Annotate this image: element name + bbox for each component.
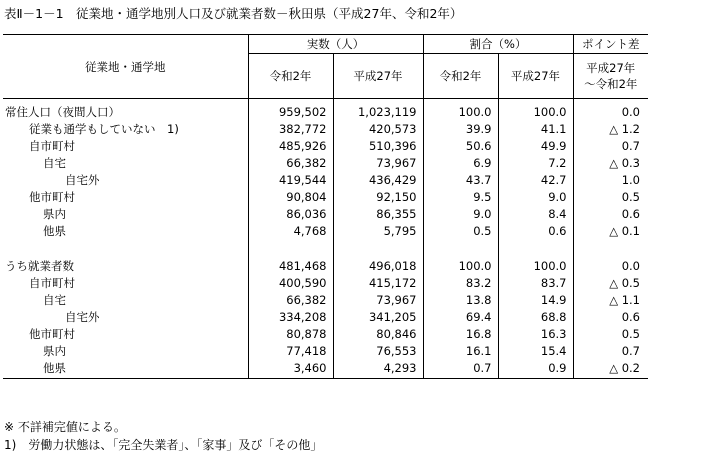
pct-r2: 9.0 bbox=[423, 205, 498, 222]
point-diff: 0.7 bbox=[573, 137, 648, 154]
point-diff: 0.5 bbox=[573, 325, 648, 342]
row-label: うち就業者数 bbox=[5, 258, 74, 273]
row-label: 自市町村 bbox=[29, 275, 75, 290]
row-label: 他市町村 bbox=[29, 189, 75, 204]
wariai-header: 割合（%） bbox=[423, 35, 573, 54]
pct-r2: 9.5 bbox=[423, 188, 498, 205]
row-label: 他県 bbox=[3, 359, 248, 379]
pct-h27: 83.7 bbox=[498, 274, 573, 291]
value-h27: 436,429 bbox=[333, 171, 423, 188]
pct-r2: 0.5 bbox=[423, 222, 498, 239]
row-label-header: 従業地・通学地 bbox=[3, 35, 248, 99]
row-label: 県内 bbox=[43, 343, 66, 358]
value-r2: 77,418 bbox=[248, 342, 333, 359]
row-label: 他県 bbox=[43, 223, 66, 238]
value-r2: 481,468 bbox=[248, 257, 333, 274]
value-h27: 496,018 bbox=[333, 257, 423, 274]
point-diff: △ 0.5 bbox=[573, 274, 648, 291]
pct-h27: 41.1 bbox=[498, 120, 573, 137]
pct-h27: 14.9 bbox=[498, 291, 573, 308]
table-row bbox=[3, 325, 648, 342]
diff-period-header bbox=[573, 54, 648, 99]
point-diff: 1.0 bbox=[573, 171, 648, 188]
pct-h27: 68.8 bbox=[498, 308, 573, 325]
point-diff: 0.5 bbox=[573, 188, 648, 205]
pct-r2: 16.8 bbox=[423, 325, 498, 342]
value-h27: 4,293 bbox=[333, 359, 423, 379]
row-label: 自宅 bbox=[43, 292, 66, 307]
value-r2: 400,590 bbox=[248, 274, 333, 291]
point-diff: 0.6 bbox=[573, 205, 648, 222]
value-r2: 66,382 bbox=[248, 291, 333, 308]
pct-h27: 7.2 bbox=[498, 154, 573, 171]
pct-r2: 100.0 bbox=[423, 99, 498, 121]
footnotes bbox=[4, 418, 322, 454]
commute-table bbox=[3, 34, 648, 379]
value-r2: 4,768 bbox=[248, 222, 333, 239]
point-diff: 0.0 bbox=[573, 99, 648, 121]
pct-r2: 83.2 bbox=[423, 274, 498, 291]
value-h27: 86,355 bbox=[333, 205, 423, 222]
footnote-imputation: ※ 不詳補完値による。 bbox=[4, 420, 126, 434]
value-r2: 382,772 bbox=[248, 120, 333, 137]
table-row bbox=[3, 137, 648, 154]
point-diff: 0.7 bbox=[573, 342, 648, 359]
pct-r2: 43.7 bbox=[423, 171, 498, 188]
pct-h27: 100.0 bbox=[498, 257, 573, 274]
reiwa2-header: 令和2年 bbox=[248, 54, 333, 99]
table-row bbox=[3, 188, 648, 205]
diff-period-line1: 平成27年 bbox=[586, 61, 636, 75]
point-diff: △ 0.3 bbox=[573, 154, 648, 171]
row-label: 県内 bbox=[43, 206, 66, 221]
point-diff: △ 1.1 bbox=[573, 291, 648, 308]
row-label: 自市町村 bbox=[29, 138, 75, 153]
value-h27: 341,205 bbox=[333, 308, 423, 325]
pct-h27: 16.3 bbox=[498, 325, 573, 342]
pct-r2: 39.9 bbox=[423, 120, 498, 137]
pct-r2: 13.8 bbox=[423, 291, 498, 308]
point-diff: 0.6 bbox=[573, 308, 648, 325]
value-r2: 3,460 bbox=[248, 359, 333, 379]
table-row bbox=[3, 342, 648, 359]
pct-h27: 15.4 bbox=[498, 342, 573, 359]
table-title: 表Ⅱ－1－1 従業地・通学地別人口及び就業者数－秋田県（平成27年、令和2年） bbox=[4, 6, 463, 21]
value-h27: 92,150 bbox=[333, 188, 423, 205]
point-diff: △ 0.2 bbox=[573, 359, 648, 379]
point-diff: △ 1.2 bbox=[573, 120, 648, 137]
row-label: 自宅外 bbox=[65, 172, 100, 187]
row-label: 他市町村 bbox=[29, 326, 75, 341]
diff-period-line2: ～令和2年 bbox=[584, 77, 638, 91]
heisei27-header: 平成27年 bbox=[333, 54, 423, 99]
pct-h27: 0.9 bbox=[498, 359, 573, 379]
value-h27: 80,846 bbox=[333, 325, 423, 342]
value-r2: 959,502 bbox=[248, 99, 333, 121]
pct-r2: 50.6 bbox=[423, 137, 498, 154]
value-h27: 73,967 bbox=[333, 291, 423, 308]
value-r2: 485,926 bbox=[248, 137, 333, 154]
value-h27: 73,967 bbox=[333, 154, 423, 171]
value-h27: 420,573 bbox=[333, 120, 423, 137]
pct-h27: 9.0 bbox=[498, 188, 573, 205]
value-r2: 334,208 bbox=[248, 308, 333, 325]
footnote-1: 1) 労働力状態は、「完全失業者」、「家事」及び「その他」 bbox=[4, 438, 323, 452]
table-row bbox=[3, 120, 648, 137]
value-r2: 86,036 bbox=[248, 205, 333, 222]
pct-r2: 69.4 bbox=[423, 308, 498, 325]
pct-r2: 0.7 bbox=[423, 359, 498, 379]
point-diff: 0.0 bbox=[573, 257, 648, 274]
value-h27: 1,023,119 bbox=[333, 99, 423, 121]
pct-r2: 6.9 bbox=[423, 154, 498, 171]
value-h27: 5,795 bbox=[333, 222, 423, 239]
heisei27-pct-header: 平成27年 bbox=[498, 54, 573, 99]
table-row bbox=[3, 291, 648, 308]
reiwa2-pct-header: 令和2年 bbox=[423, 54, 498, 99]
value-h27: 510,396 bbox=[333, 137, 423, 154]
pct-h27: 100.0 bbox=[498, 99, 573, 121]
row-label: 自宅 bbox=[43, 155, 66, 170]
pct-r2: 16.1 bbox=[423, 342, 498, 359]
value-h27: 76,553 bbox=[333, 342, 423, 359]
pct-h27: 49.9 bbox=[498, 137, 573, 154]
jissu-header: 実数（人） bbox=[248, 35, 423, 54]
table-row bbox=[3, 257, 648, 274]
table-row bbox=[3, 359, 648, 379]
row-label: 常住人口（夜間人口） bbox=[5, 104, 120, 119]
row-label: 自宅外 bbox=[65, 309, 100, 324]
point-diff-header: ポイント差 bbox=[573, 35, 648, 54]
pct-r2: 100.0 bbox=[423, 257, 498, 274]
table-row bbox=[3, 222, 648, 239]
table-row bbox=[3, 205, 648, 222]
row-label: 従業も通学もしていない 1) bbox=[29, 121, 179, 136]
table-row bbox=[3, 99, 648, 121]
pct-h27: 8.4 bbox=[498, 205, 573, 222]
point-diff: △ 0.1 bbox=[573, 222, 648, 239]
pct-h27: 42.7 bbox=[498, 171, 573, 188]
table-row bbox=[3, 308, 648, 325]
pct-h27: 0.6 bbox=[498, 222, 573, 239]
table-row bbox=[3, 154, 648, 171]
spacer-row bbox=[3, 239, 648, 257]
value-h27: 415,172 bbox=[333, 274, 423, 291]
value-r2: 80,878 bbox=[248, 325, 333, 342]
table-row bbox=[3, 274, 648, 291]
value-r2: 419,544 bbox=[248, 171, 333, 188]
value-r2: 90,804 bbox=[248, 188, 333, 205]
table-row bbox=[3, 171, 648, 188]
value-r2: 66,382 bbox=[248, 154, 333, 171]
